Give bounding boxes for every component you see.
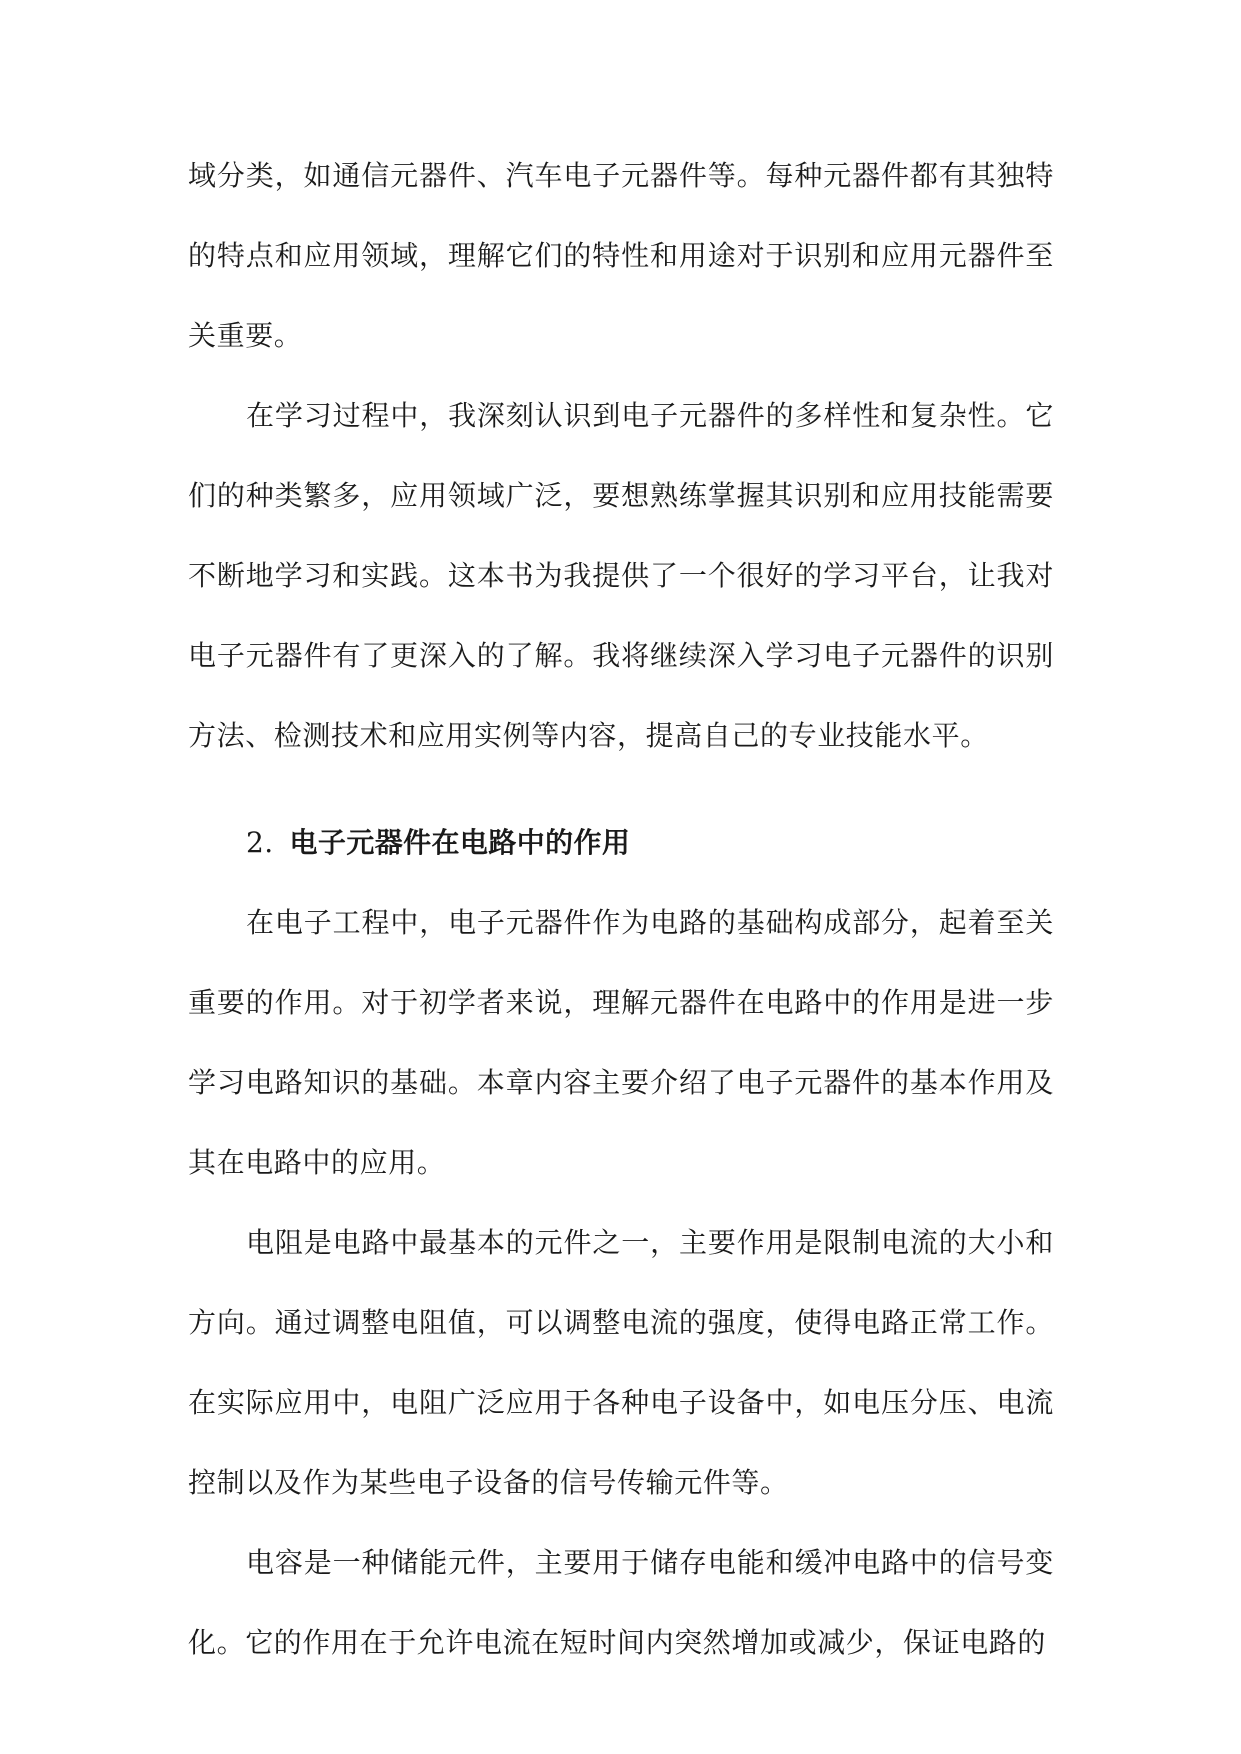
section-title: 电子元器件在电路中的作用 bbox=[289, 826, 631, 859]
section-heading bbox=[188, 803, 1054, 883]
paragraph-learning-process: 在学习过程中，我深刻认识到电子元器件的多样性和复杂性。它们的种类繁多，应用领域广泛，要想熟练掌握其识别和应用技能需要不断地学习和实践。这本书为我提供了一个很好的学习平台，让我对电子元器件有了更深入的了解。我将继续深入学习电子元器件的识别方法、检测技术和应用实例等内容，提高自己的专业技能水平。 bbox=[188, 399, 1054, 752]
paragraph-continuation: 域分类，如通信元器件、汽车电子元器件等。每种元器件都有其独特的特点和应用领域，理解它们的特性和用途对于识别和应用元器件至关重要。 bbox=[188, 159, 1054, 352]
section-number: 2. bbox=[246, 826, 274, 859]
document-page bbox=[188, 136, 1054, 1683]
paragraph-resistor: 电阻是电路中最基本的元件之一，主要作用是限制电流的大小和方向。通过调整电阻值，可以调整电流的强度，使得电路正常工作。在实际应用中，电阻广泛应用于各种电子设备中，如电压分压、电流控制以及作为某些电子设备的信号传输元件等。 bbox=[188, 1226, 1054, 1499]
paragraph-capacitor: 电容是一种储能元件，主要用于储存电能和缓冲电路中的信号变化。它的作用在于允许电流在短时间内突然增加或减少，保证电路的 bbox=[188, 1546, 1054, 1659]
paragraph-intro: 在电子工程中，电子元器件作为电路的基础构成部分，起着至关重要的作用。对于初学者来说，理解元器件在电路中的作用是进一步学习电路知识的基础。本章内容主要介绍了电子元器件的基本作用及其在电路中的应用。 bbox=[188, 906, 1054, 1179]
